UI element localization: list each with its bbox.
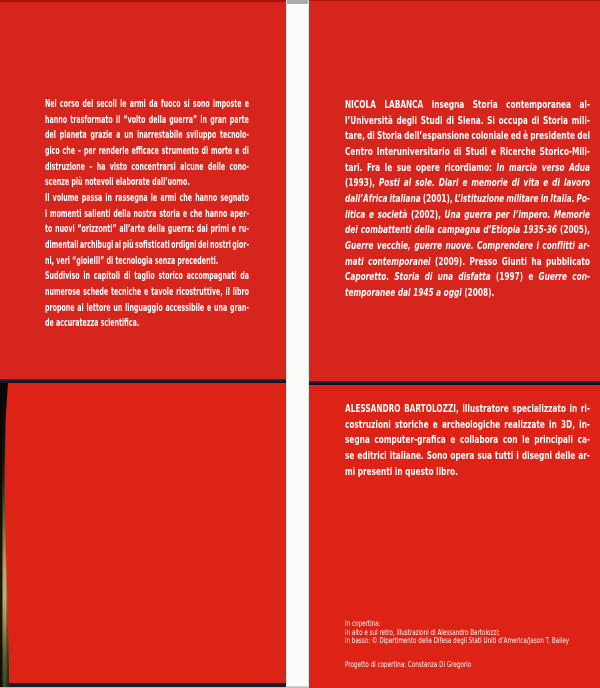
left-flap-lower [0,383,286,683]
text-line: l’Università degli Studi di Siena. Si occupa di Storia mili- [345,114,590,127]
credit-line: Progetto di copertina: Constanza Di Gregorio [345,660,472,669]
text-line: ni, veri “gioielli” di tecnologia senza precedenti. [45,254,219,267]
text-line: tare, di Storia dell’espansione coloniale ed è presidente del [345,130,590,143]
text-line: costruzioni storiche e archeologiche realizzate in 3D, in- [345,418,590,431]
cover-credits-block [345,620,585,646]
text-line: dei combattenti della campagna d’Etiopia 1935-36 (2005), [345,224,590,237]
text-line: del pianeta grazie a un inarrestabile sviluppo tecnolo- [45,129,249,142]
text-line: Centro Interuniversitario di Studi e Ricerche Storico-Mili- [345,145,590,158]
text-line: scenze più notevoli elaborate dall’uomo. [45,176,190,189]
text-line: dall’Africa italiana (2001), L’istituzione militare in Italia. Po- [345,192,590,205]
credit-line: in basso: © Dipartimento della Difesa degli Stati Uniti d’America/Jason T. Bailey [345,636,570,646]
text-line: (1993), Posti al sole. Diari e memorie di vita e di lavoro [345,177,590,190]
cover-design-credit [345,661,585,670]
text-line: Suddiviso in capitoli di taglio storico accompagnati da [45,270,249,283]
text-line: Il volume passa in rassegna le armi che hanno segnato [45,191,250,204]
text-line: Guerre vecchie, guerre nuove. Comprendere i conflitti ar- [345,239,590,252]
text-line: Caporetto. Storia di una disfatta (1997) e Guerre con- [345,271,590,284]
center-gutter [286,0,309,688]
credit-line: In copertina: [345,619,381,628]
text-line: propone al lettore un linguaggio accessibile e una gran- [45,301,249,314]
text-line: ALESSANDRO BARTOLOZZI, illustratore specializzato in ri- [345,403,590,415]
text-line: mi presenti in questo libro. [345,465,458,478]
text-line: Nel corso dei secoli le armi da fuoco si sono imposte e [45,98,249,110]
text-line: gico che – per renderle efficace strumento di morte e di [45,144,249,157]
text-line: de accuratezza scientifica. [45,317,140,330]
synopsis-text [45,97,249,332]
text-line: to nuovi “orizzonti” all’arte della guerra: dai primi e ru- [45,223,249,236]
text-line: segna computer-grafica e collabora con le principali ca- [345,434,590,447]
gutter-top-shadow [287,0,308,4]
author-bio-alessandro-bartolozzi [345,402,590,480]
credit-line: in alto e sul retro, illustrazioni di Alessandro Bartolozzi; [345,627,500,637]
text-line: i momenti salienti della nostra storia e che hanno aper- [45,207,249,220]
text-line: temporanee dal 1945 a oggi (2008). [345,286,495,299]
text-line: dimentali archibugi ai più sofisticati ordigni dei nostri gior- [45,238,249,251]
text-line: NICOLA LABANCA insegna Storia contemporanea al- [345,99,590,111]
author-bio-nicola-labanca [345,98,590,302]
text-line: se editrici italiane. Sono opera sua tutti i disegni delle ar- [345,449,590,462]
text-line: tari. Fra le sue opere ricordiamo: In marcia verso Adua [345,161,590,174]
text-line: mati contemporanei (2009). Presso Giunti ha pubblicato [345,255,590,268]
text-line: distruzione – ha visto concentrarsi alcune delle cono- [45,160,250,173]
text-line: hanno trasformato il “volto della guerra” in gran parte [45,113,249,126]
text-line: litica e società (2002), Una guerra per l’impero. Memorie [345,208,590,221]
text-line: numerose schede tecniche e tavole ricostruttive, il libro [45,285,249,298]
